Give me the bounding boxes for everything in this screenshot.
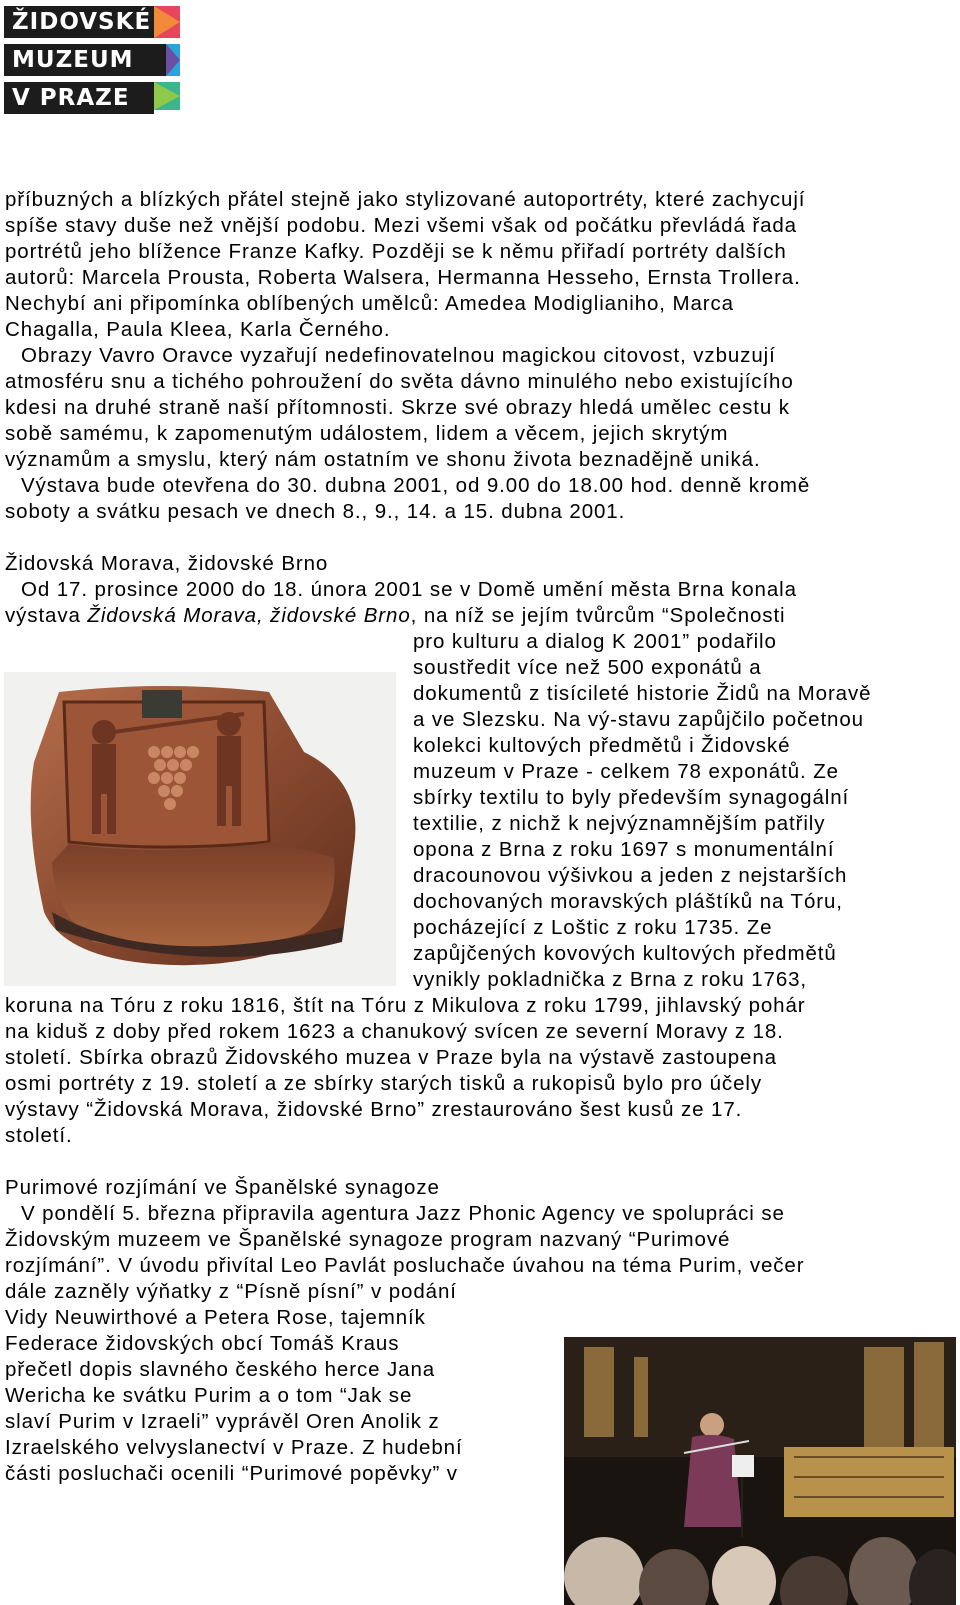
text-line: části posluchači ocenili “Purimové popěvky” v [5, 1462, 458, 1485]
text-line: Wericha ke svátku Purim a o tom “Jak se [5, 1384, 413, 1407]
text-line: slaví Purim v Izraeli” vyprávěl Oren Anolik z [5, 1410, 440, 1433]
text-line: příbuzných a blízkých přátel stejně jako stylizované autoportréty, které zachycují [5, 188, 806, 211]
text-line: a ve Slezsku. Na vý-stavu zapůjčilo početnou [413, 708, 864, 731]
text-line: soboty a svátku pesach ve dnech 8., 9., 14. a 15. dubna 2001. [5, 500, 626, 523]
text-line: přečetl dopis slavného českého herce Jana [5, 1358, 436, 1381]
text-line: kdesi na druhé straně naší přítomnosti. Skrze své obrazy hledá umělec cestu k [5, 396, 790, 419]
museum-logo [4, 4, 184, 114]
text-line: muzeum v Praze - celkem 78 exponátů. Ze [413, 760, 839, 783]
logo-line-1: ŽIDOVSKÉ [4, 6, 154, 38]
concert-photo [564, 1337, 956, 1605]
text-line: sbírky textilu to byly především synagogální [413, 786, 850, 809]
text-line: soustředit více než 500 exponátů a [413, 656, 762, 679]
text-line: rozjímání”. V úvodu přivítal Leo Pavlát posluchače úvahou na téma Purim, večer [5, 1254, 805, 1277]
text-line: dokumentů z tisícileté historie Židů na Moravě [413, 682, 872, 705]
text-line: sobě samému, k zapomenutým událostem, lidem a věcem, jejich skrytým [5, 422, 729, 445]
text-line: dracounovou výšivkou a jeden z nejstarších [413, 864, 848, 887]
text-line: Nechybí ani připomínka oblíbených umělců: Amedea Modiglianiho, Marca [5, 292, 734, 315]
text-line: Obrazy Vavro Oravce vyzařují nedefinovatelnou magickou citovost, vzbuzují [21, 344, 776, 367]
text-line: Chagalla, Paula Kleea, Karla Černého. [5, 318, 391, 341]
text-line: výstava Židovská Morava, židovské Brno, na níž se jejím tvůrcům “Společnosti [5, 604, 786, 627]
text-line: Federace židovských obcí Tomáš Kraus [5, 1332, 400, 1355]
logo-line-2: MUZEUM [4, 44, 166, 76]
text-line: koruna na Tóru z roku 1816, štít na Tóru z Mikulova z roku 1799, jihlavský pohár [5, 994, 806, 1017]
text-line: vynikly pokladnička z Brna z roku 1763, [413, 968, 808, 991]
logo-line-3: V PRAZE [4, 82, 154, 114]
text-line: dále zazněly výňatky z “Písně písní” v podání [5, 1280, 457, 1303]
text-line: století. [5, 1124, 73, 1147]
text-line: osmi portréty z 19. století a ze sbírky starých tisků a rukopisů bylo pro účely [5, 1072, 762, 1095]
text-line: Izraelského velvyslanectví v Praze. Z hudební [5, 1436, 463, 1459]
text-line: spíše stavy duše než vnější podobu. Mezi všemi však od počátku převládá řada [5, 214, 797, 237]
section-heading: Purimové rozjímání ve Španělské synagoze [5, 1176, 440, 1199]
text-line: zapůjčených kovových kultových předmětů [413, 942, 837, 965]
copper-vessel-image [4, 672, 396, 986]
text-line: na kiduš z doby před rokem 1623 a chanukový svícen ze severní Moravy z 18. [5, 1020, 784, 1043]
text-line: kolekci kultových předmětů i Židovské [413, 734, 791, 757]
text-line: Od 17. prosince 2000 do 18. února 2001 se v Domě umění města Brna konala [21, 578, 797, 601]
text-line: atmosféru snu a tichého pohroužení do světa dávno minulého nebo existujícího [5, 370, 794, 393]
exhibition-title: Židovská Morava, židovské Brno [87, 604, 411, 627]
text-line: výstavy “Židovská Morava, židovské Brno” zrestaurováno šest kusů ze 17. [5, 1098, 743, 1121]
text-line: textilie, z nichž k nejvýznamnějším patřily [413, 812, 826, 835]
text-line: Vidy Neuwirthové a Petera Rose, tajemník [5, 1306, 426, 1329]
text-line: opona z Brna z roku 1697 s monumentální [413, 838, 835, 861]
text-line: dochovaných moravských pláštíků na Tóru, [413, 890, 843, 913]
logo-color-blocks [4, 4, 184, 114]
text-line: V pondělí 5. března připravila agentura Jazz Phonic Agency ve spolupráci se [21, 1202, 785, 1225]
text-line: století. Sbírka obrazů Židovského muzea v Praze byla na výstavě zastoupena [5, 1046, 777, 1069]
text-line: Výstava bude otevřena do 30. dubna 2001, od 9.00 do 18.00 hod. denně kromě [21, 474, 811, 497]
text-line: Židovským muzeem ve Španělské synagoze program nazvaný “Purimové [5, 1228, 731, 1251]
text-line: pocházející z Loštic z roku 1735. Ze [413, 916, 773, 939]
section-heading: Židovská Morava, židovské Brno [5, 552, 329, 575]
text-line: významům a smyslu, který nám ostatním ve shonu života beznadějně uniká. [5, 448, 761, 471]
text-line: pro kulturu a dialog K 2001” podařilo [413, 630, 777, 653]
text-line: autorů: Marcela Prousta, Roberta Walsera, Hermanna Hesseho, Ernsta Trollera. [5, 266, 801, 289]
text-line: portrétů jeho blížence Franze Kafky. Později se k němu přiřadí portréty dalších [5, 240, 787, 263]
